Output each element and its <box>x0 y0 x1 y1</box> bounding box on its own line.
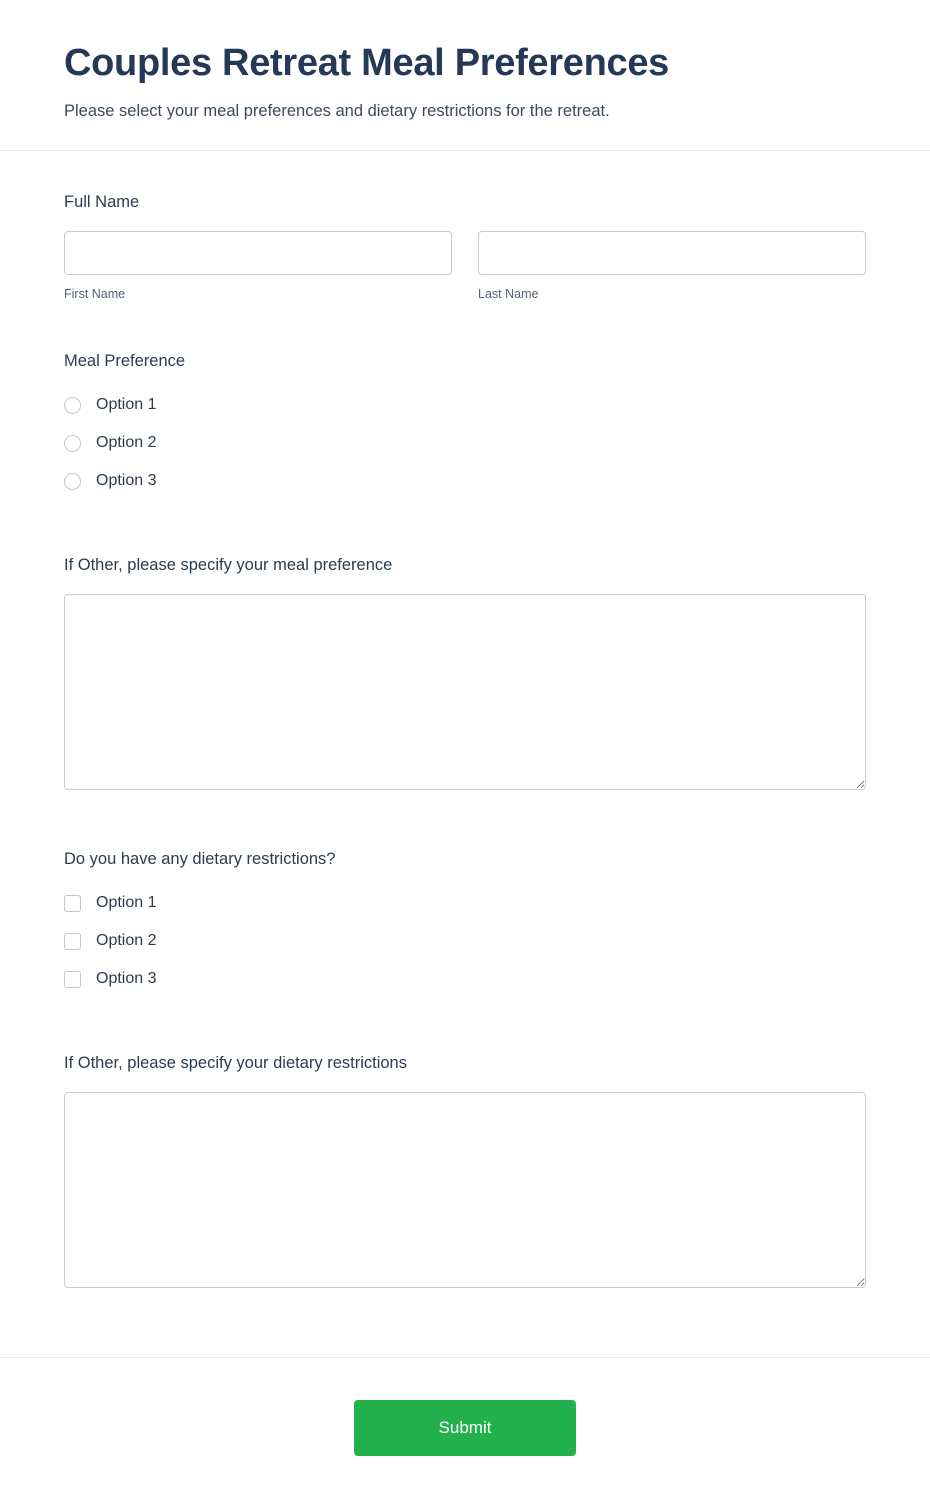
radio-option-3-label: Option 3 <box>96 472 157 489</box>
radio-circle-icon[interactable] <box>64 473 81 490</box>
full-name-label: Full Name <box>64 193 140 211</box>
meal-preference-options <box>64 390 866 496</box>
radio-circle-icon[interactable] <box>64 435 81 452</box>
radio-option-3[interactable] <box>64 466 866 496</box>
last-name-input[interactable] <box>478 231 866 275</box>
checkbox-option-2-label: Option 2 <box>96 932 157 949</box>
field-full-name <box>64 191 866 302</box>
dietary-other-textarea[interactable] <box>64 1092 866 1288</box>
full-name-row <box>64 231 866 302</box>
meal-preference-label: Meal Preference <box>64 352 186 370</box>
checkbox-option-3-label: Option 3 <box>96 970 157 987</box>
page-title: Couples Retreat Meal Preferences <box>64 42 669 84</box>
form-header <box>0 0 930 151</box>
first-name-sublabel: First Name <box>64 287 126 301</box>
form-footer <box>0 1357 930 1504</box>
checkbox-option-1[interactable] <box>64 888 866 918</box>
meal-other-textarea[interactable] <box>64 594 866 790</box>
last-name-group <box>478 231 866 302</box>
dietary-restrictions-options <box>64 888 866 994</box>
page-subtitle: Please select your meal preferences and dietary restrictions for the retreat. <box>64 102 610 120</box>
checkbox-square-icon[interactable] <box>64 933 81 950</box>
radio-option-2[interactable] <box>64 428 866 458</box>
field-meal-other <box>64 554 866 790</box>
field-meal-preference <box>64 350 866 496</box>
checkbox-option-2[interactable] <box>64 926 866 956</box>
radio-option-1-label: Option 1 <box>96 396 157 413</box>
dietary-other-label: If Other, please specify your dietary restrictions <box>64 1054 407 1072</box>
field-dietary-restrictions <box>64 848 866 994</box>
meal-other-label: If Other, please specify your meal preference <box>64 556 393 574</box>
form-body <box>0 151 930 1335</box>
first-name-input[interactable] <box>64 231 452 275</box>
first-name-group <box>64 231 452 302</box>
checkbox-option-3[interactable] <box>64 964 866 994</box>
dietary-restrictions-label: Do you have any dietary restrictions? <box>64 850 336 868</box>
radio-option-2-label: Option 2 <box>96 434 157 451</box>
radio-option-1[interactable] <box>64 390 866 420</box>
checkbox-square-icon[interactable] <box>64 895 81 912</box>
submit-button[interactable]: Submit <box>354 1400 576 1456</box>
checkbox-option-1-label: Option 1 <box>96 894 157 911</box>
last-name-sublabel: Last Name <box>478 287 539 301</box>
radio-circle-icon[interactable] <box>64 397 81 414</box>
field-dietary-other <box>64 1052 866 1288</box>
checkbox-square-icon[interactable] <box>64 971 81 988</box>
